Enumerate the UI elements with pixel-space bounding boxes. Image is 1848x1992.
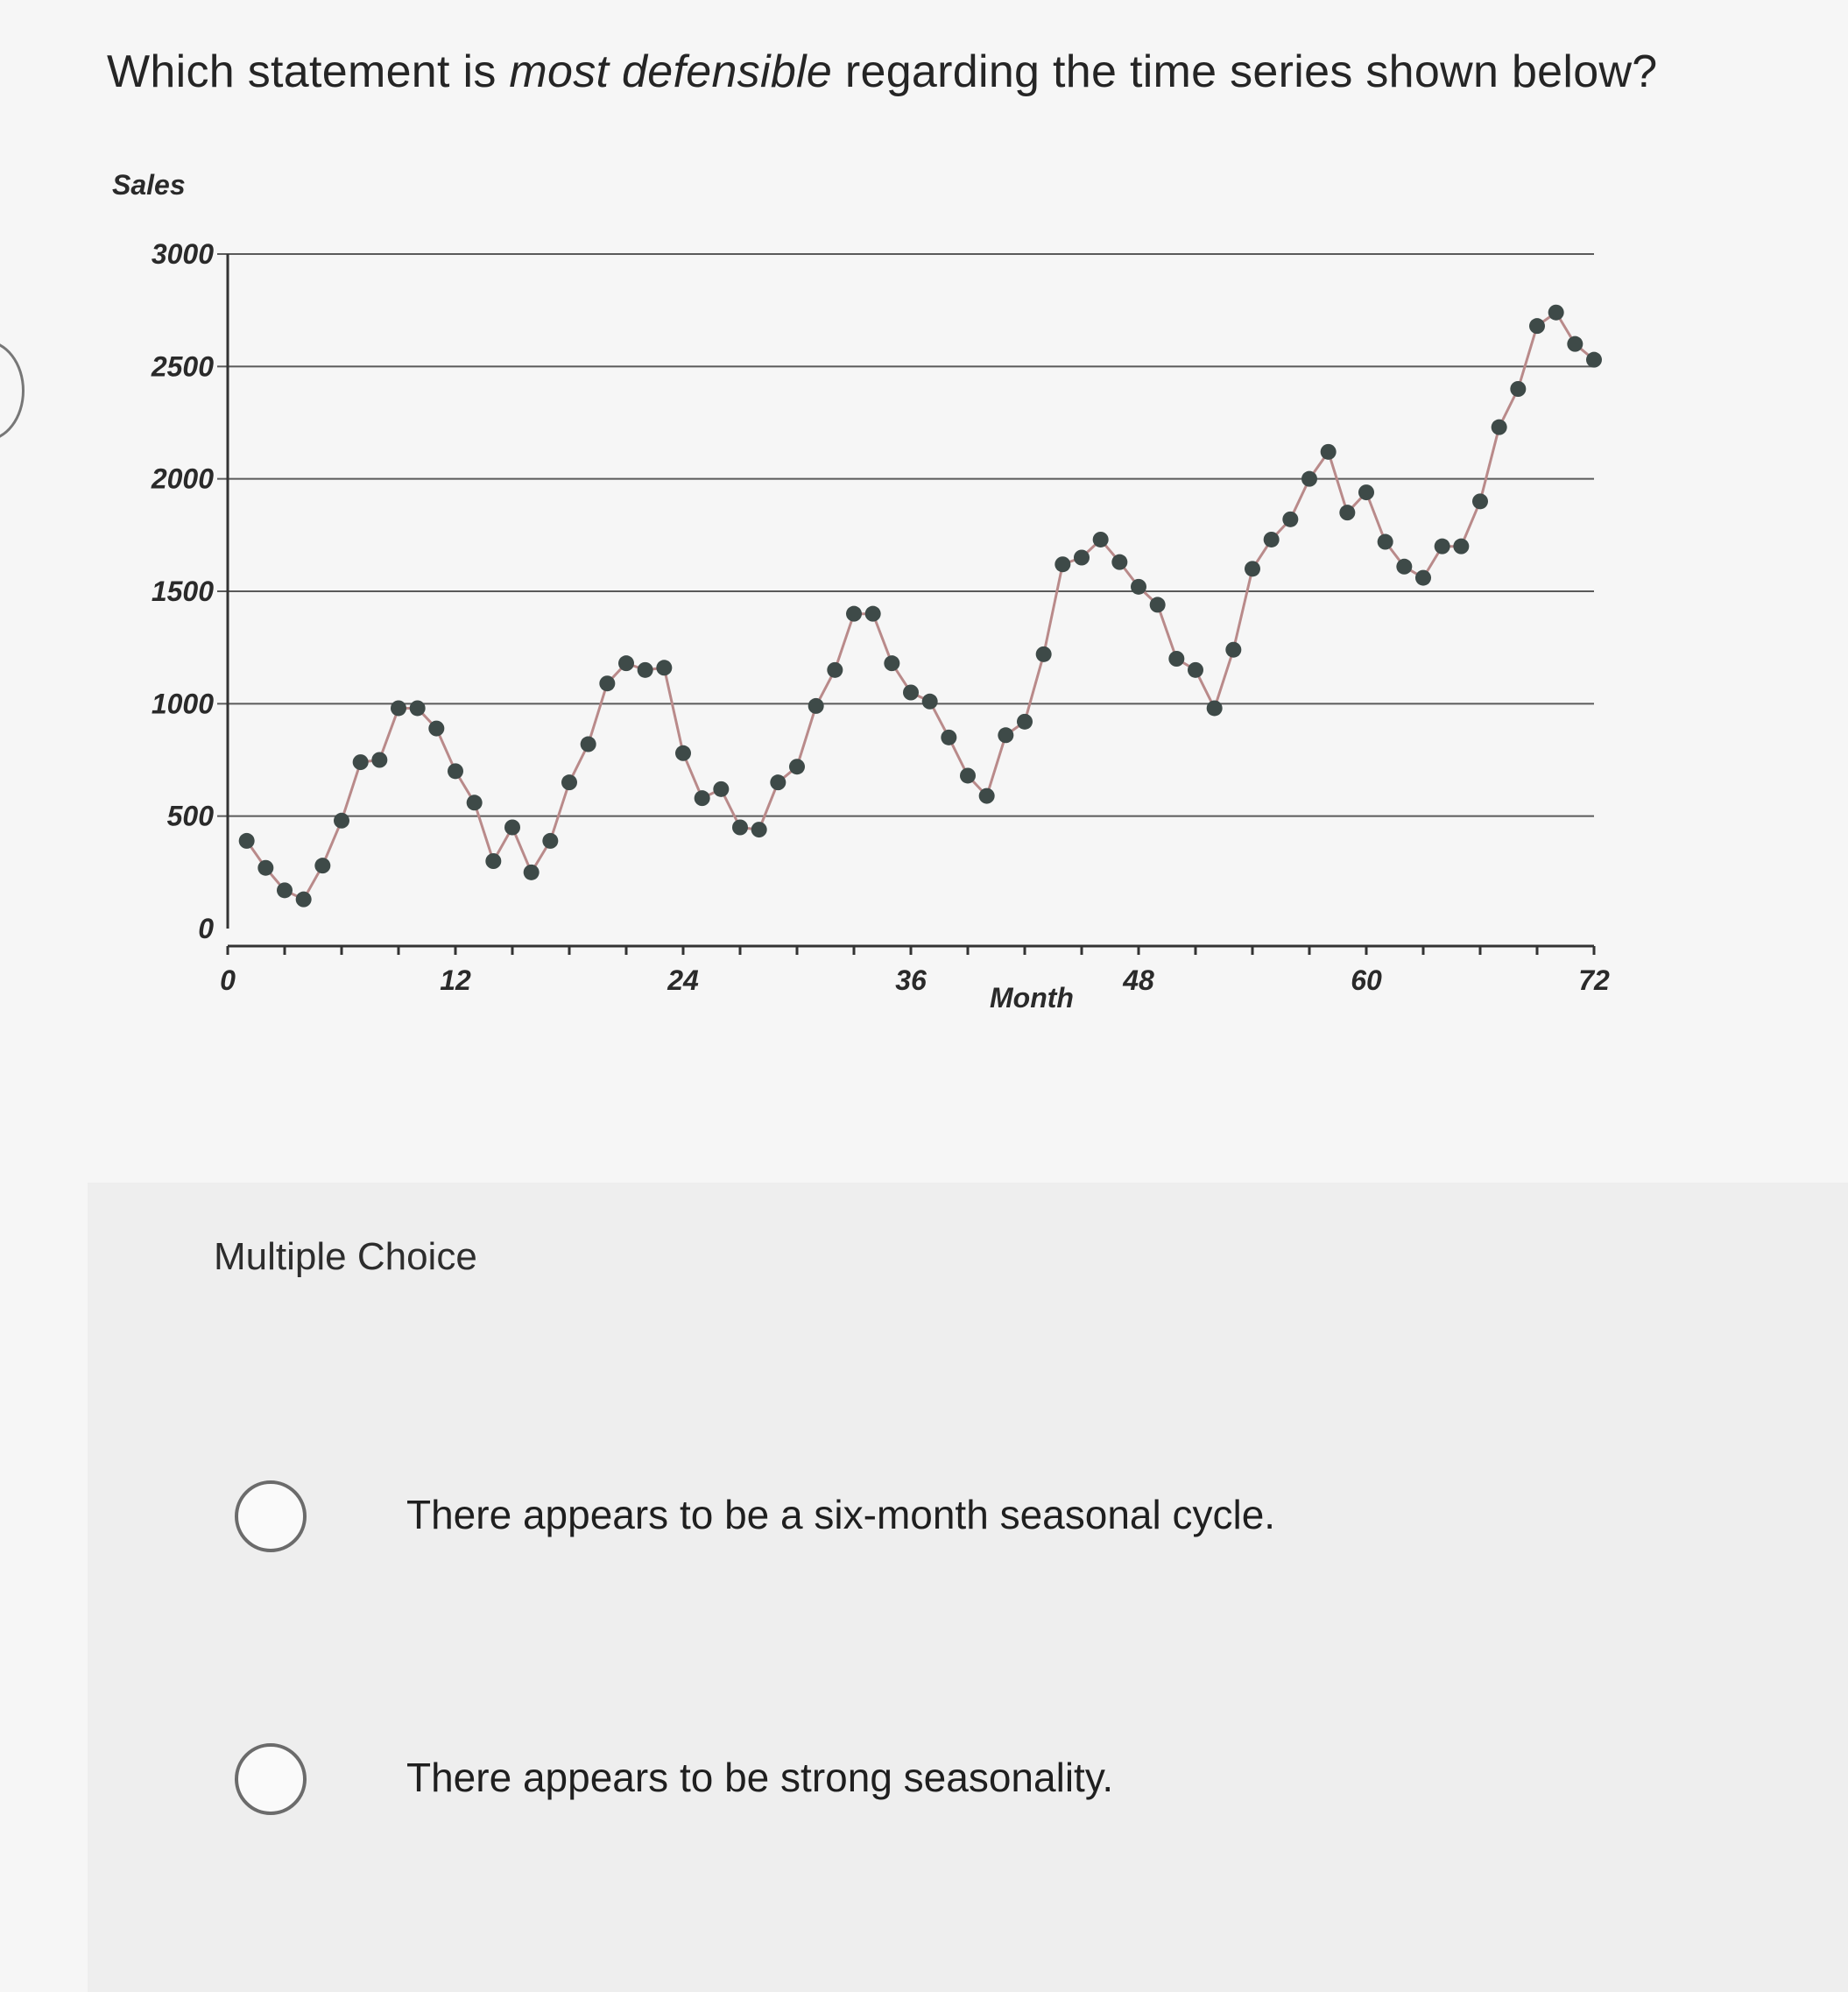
data-point (1168, 651, 1184, 667)
data-point (713, 781, 729, 797)
data-point (1492, 420, 1507, 435)
data-point (1453, 539, 1469, 555)
data-point (581, 737, 596, 752)
data-point (1321, 444, 1337, 460)
data-point (732, 820, 748, 836)
x-tick-label-24: 24 (667, 964, 699, 996)
x-tick-label-60: 60 (1351, 964, 1382, 996)
data-point (1358, 484, 1374, 500)
answer-option-2-text: There appears to be strong seasonality. (406, 1755, 1114, 1800)
question-emphasis: most defensible (509, 46, 833, 97)
y-tick-label-500: 500 (166, 800, 214, 832)
answer-option-1-text: There appears to be a six-month seasonal cycle. (406, 1492, 1276, 1537)
data-point (979, 788, 995, 804)
data-point (1036, 646, 1052, 662)
data-point (884, 655, 899, 671)
data-point (1378, 534, 1393, 550)
data-point (770, 774, 786, 790)
data-point (638, 662, 653, 678)
y-axis-label: Sales (112, 169, 186, 201)
data-point (1188, 662, 1203, 678)
data-point (789, 759, 805, 774)
data-point (485, 853, 501, 869)
data-point (277, 882, 293, 898)
data-point (1510, 381, 1526, 397)
data-point (542, 833, 558, 849)
data-point (371, 752, 387, 768)
data-point (428, 721, 444, 737)
data-point (960, 767, 976, 783)
data-point (656, 660, 672, 675)
data-point (334, 813, 349, 829)
radio-button-icon[interactable] (235, 1480, 307, 1552)
x-tick-label-0: 0 (220, 964, 236, 996)
data-point (1207, 700, 1223, 716)
data-point (1586, 352, 1602, 368)
data-point (941, 730, 956, 745)
multiple-choice-panel (88, 1183, 1848, 1992)
question-suffix: regarding the time series shown below? (832, 46, 1658, 97)
data-point (808, 698, 824, 714)
data-point (1472, 493, 1488, 509)
data-point (1225, 642, 1241, 658)
question-text (107, 46, 1658, 98)
x-tick-label-72: 72 (1578, 964, 1610, 996)
y-tick-label-2500: 2500 (151, 350, 214, 383)
data-point (257, 860, 273, 876)
data-point (391, 700, 406, 716)
sales-time-series-chart (88, 166, 1629, 1042)
series-line-sales (247, 313, 1594, 900)
data-point (1093, 532, 1109, 547)
data-point (827, 662, 843, 678)
data-point (903, 685, 919, 701)
data-point (561, 774, 577, 790)
data-point (448, 763, 463, 779)
x-axis-label: Month (990, 982, 1074, 1014)
data-point (1529, 318, 1545, 334)
data-point (1396, 559, 1412, 575)
data-point (1131, 579, 1146, 595)
data-point (1282, 512, 1298, 527)
data-point (524, 865, 540, 880)
data-point (314, 858, 330, 873)
data-point (599, 675, 615, 691)
data-point (1435, 539, 1450, 555)
chart-svg (88, 166, 1629, 1042)
data-point (618, 655, 634, 671)
answer-option-2[interactable] (235, 1743, 1724, 1831)
data-point (998, 727, 1013, 743)
answer-option-1[interactable] (235, 1480, 1724, 1568)
data-point (467, 795, 483, 810)
data-point (1415, 570, 1431, 586)
y-tick-label-0: 0 (198, 913, 214, 944)
data-point (865, 606, 881, 622)
data-point (353, 754, 369, 770)
y-tick-label-3000: 3000 (151, 238, 214, 270)
data-point (1150, 597, 1166, 612)
data-point (922, 694, 938, 710)
data-point (1548, 305, 1564, 321)
data-point (1017, 714, 1033, 730)
data-point (695, 790, 710, 806)
data-point (1567, 336, 1583, 352)
y-tick-label-1500: 1500 (151, 576, 214, 607)
x-tick-label-36: 36 (895, 964, 927, 996)
data-point (410, 700, 426, 716)
data-point (296, 892, 312, 908)
data-point (751, 822, 767, 837)
data-point (1301, 471, 1317, 487)
data-point (846, 606, 862, 622)
data-point (504, 820, 520, 836)
y-tick-label-1000: 1000 (151, 688, 214, 720)
window-edge-decoration (0, 340, 25, 441)
data-point (1074, 550, 1090, 566)
data-point (239, 833, 255, 849)
multiple-choice-label: Multiple Choice (214, 1235, 477, 1278)
data-point (1339, 505, 1355, 520)
data-point (1245, 561, 1260, 576)
data-point (675, 745, 691, 761)
y-tick-label-2000: 2000 (151, 463, 214, 495)
radio-button-icon[interactable] (235, 1743, 307, 1815)
x-tick-label-48: 48 (1123, 964, 1154, 996)
data-point (1111, 555, 1127, 570)
x-tick-label-12: 12 (440, 964, 471, 996)
data-point (1054, 556, 1070, 572)
question-prefix: Which statement is (107, 46, 510, 97)
data-point (1264, 532, 1280, 547)
